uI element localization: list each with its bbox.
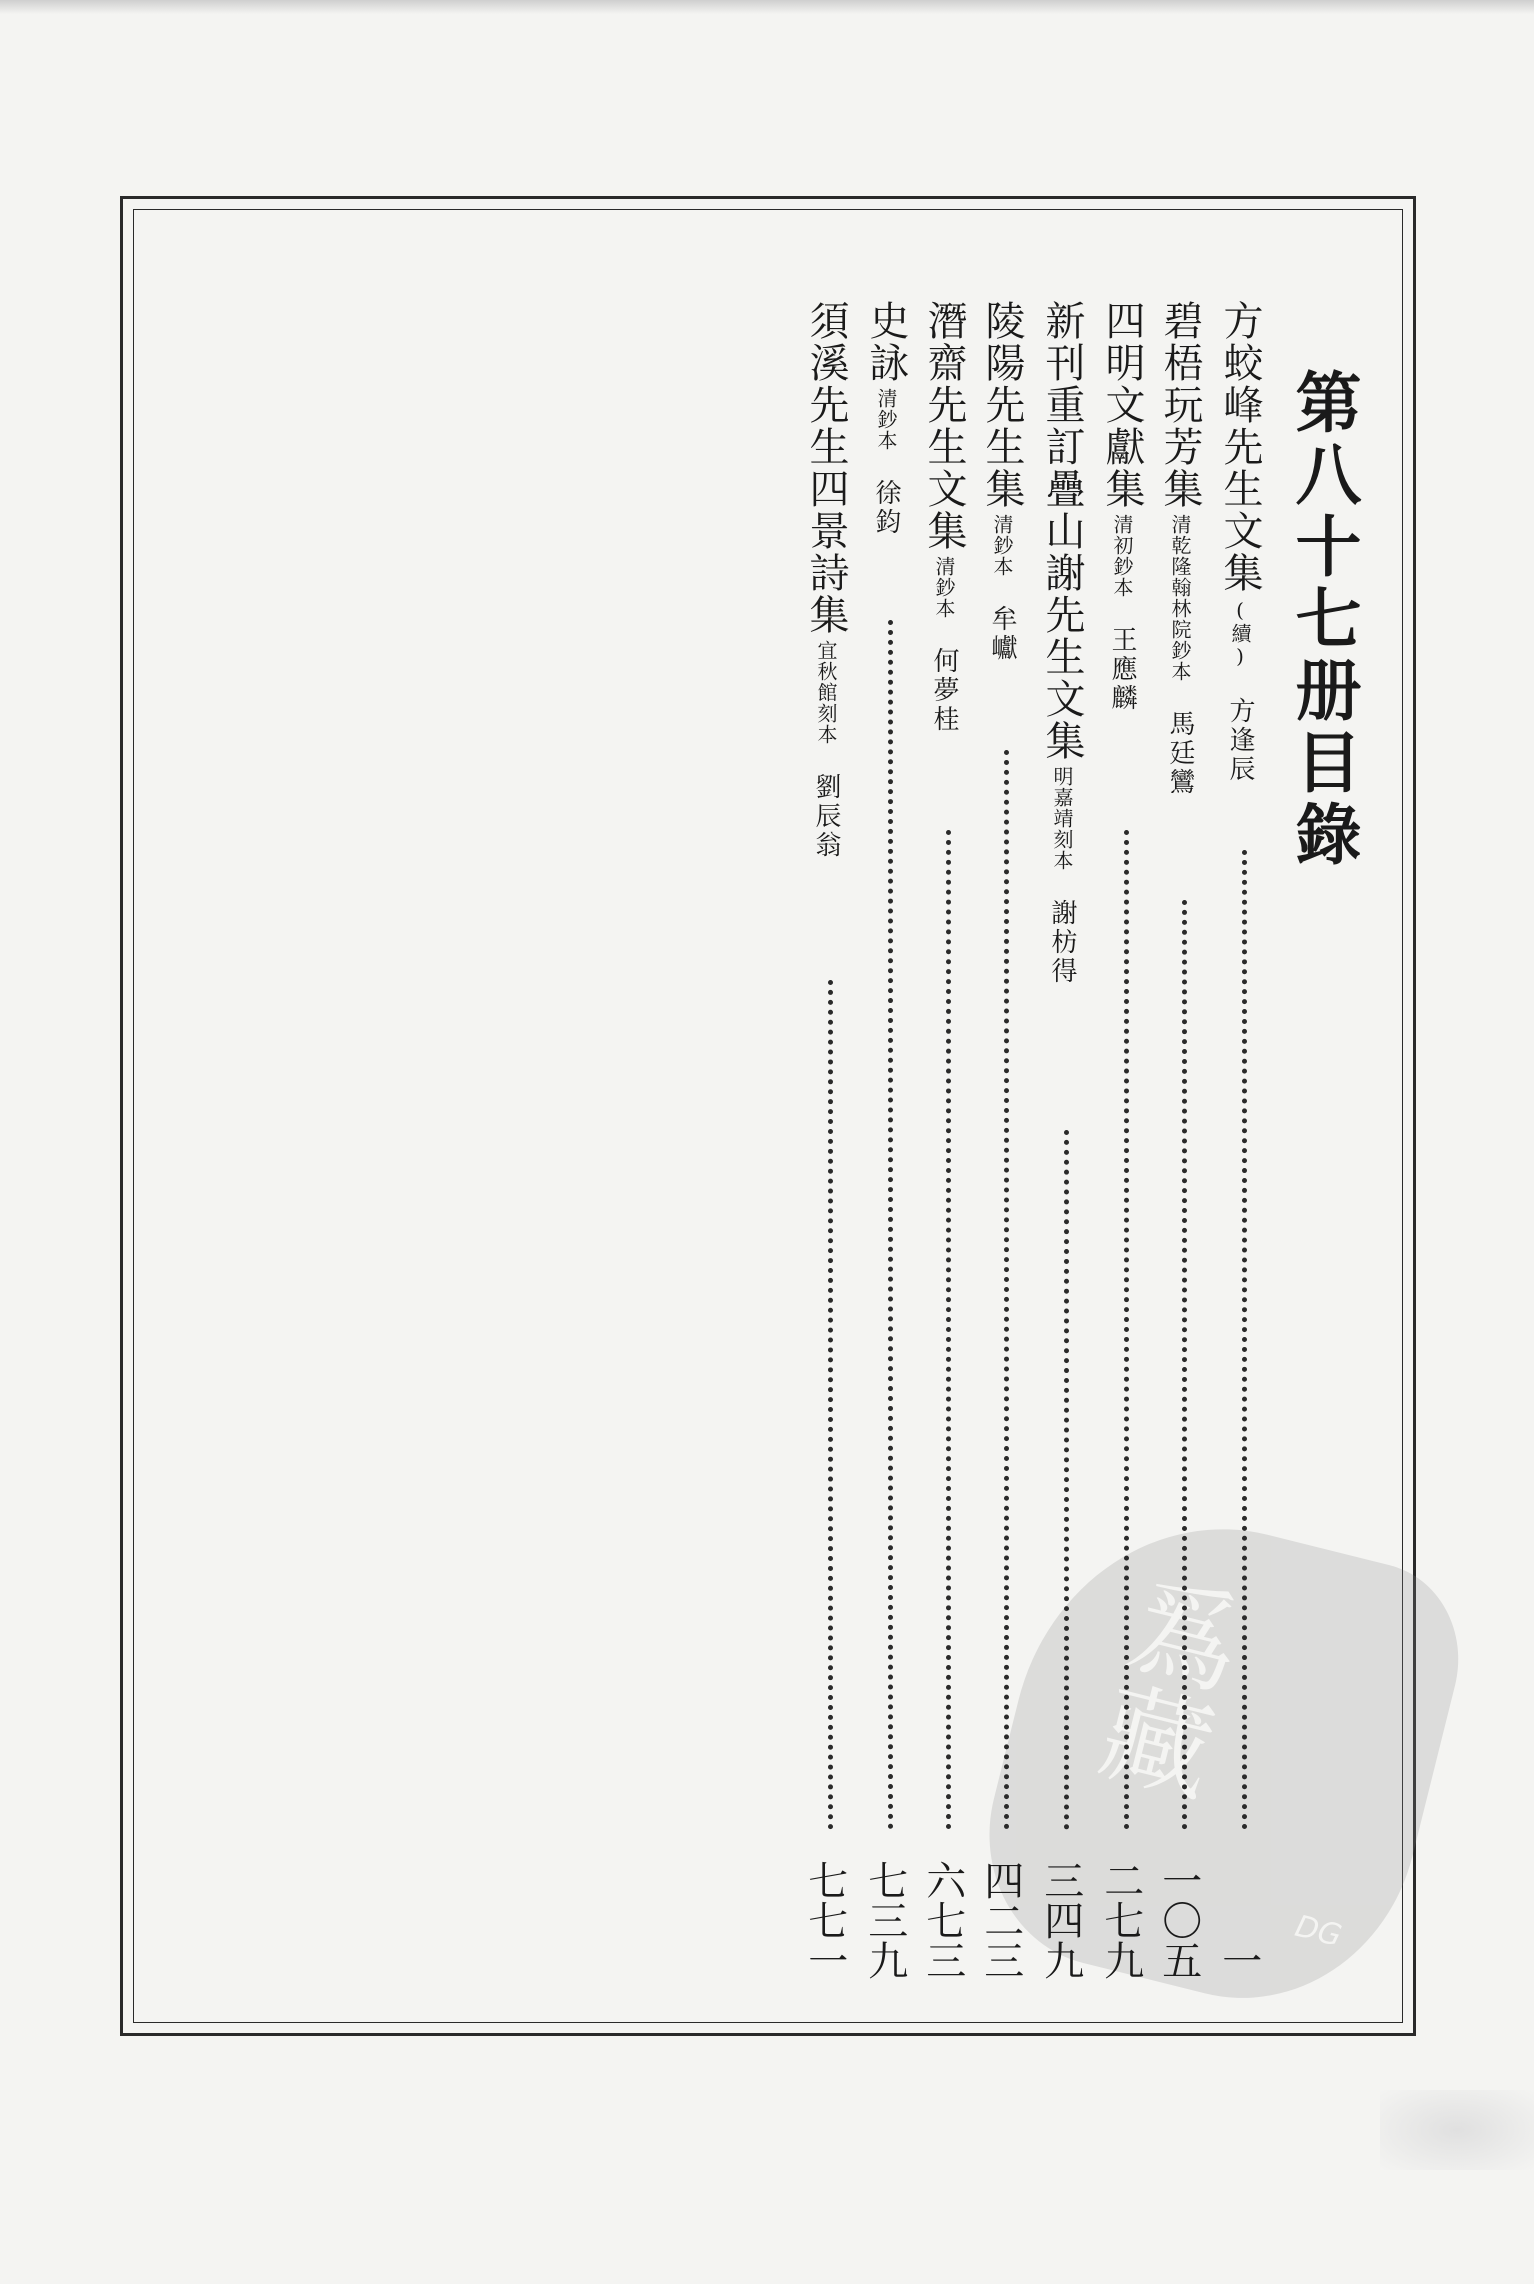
entry-page-number: 六七三 [919, 1860, 966, 1980]
scan-smudge [1380, 2090, 1534, 2170]
entry-author: 徐鈞 [871, 479, 901, 537]
entry-edition: 清鈔本 [990, 514, 1014, 577]
page-edge [0, 0, 1534, 14]
entry-title: 陵陽先生集 [979, 300, 1025, 510]
entry-page-number: 二七九 [1097, 1860, 1144, 1980]
entry-page-number: 一〇五 [1155, 1860, 1202, 1980]
entry-title: 碧梧玩芳集 [1157, 300, 1203, 510]
entry-author: 王應麟 [1107, 626, 1137, 713]
entry-page-number: 四二三 [977, 1860, 1024, 1980]
entry-title: 須溪先生四景詩集 [803, 300, 849, 636]
page-title: 第八十七册目錄 [1284, 368, 1362, 872]
entry-title: 四明文獻集 [1099, 300, 1145, 510]
toc-entry[interactable] [976, 300, 1040, 1980]
entry-author: 何夢桂 [929, 647, 959, 734]
dot-leader [888, 620, 893, 1830]
dot-leader [1064, 1130, 1069, 1830]
dot-leader [1242, 850, 1247, 1830]
toc-entry[interactable] [1096, 300, 1160, 1980]
entry-edition: 清乾隆翰林院鈔本 [1168, 514, 1192, 682]
toc-entry[interactable] [860, 300, 924, 1980]
entry-author: 劉辰翁 [811, 773, 841, 860]
dot-leader [1004, 750, 1009, 1830]
seal-mark: DG [1291, 1908, 1346, 1954]
dot-leader [1182, 900, 1187, 1830]
dot-leader [1124, 830, 1129, 1830]
toc-entry[interactable] [1214, 300, 1278, 1980]
entry-author: 謝枋得 [1047, 899, 1077, 986]
entry-author: 方逢辰 [1225, 697, 1255, 784]
toc-entry[interactable] [1036, 300, 1100, 1980]
entry-page-number: 七三九 [861, 1860, 908, 1980]
toc-entry[interactable] [1154, 300, 1218, 1980]
entry-page-number: 一 [1215, 1940, 1262, 1980]
seal-text: 𤔡藏 [1074, 1561, 1252, 1807]
entry-edition: 明嘉靖刻本 [1050, 766, 1074, 871]
entry-page-number: 七七一 [801, 1860, 848, 1980]
entry-edition: (續) [1228, 598, 1252, 669]
entry-edition: 清鈔本 [932, 556, 956, 619]
entry-title: 潛齋先生文集 [921, 300, 967, 552]
entry-author: 牟巘 [987, 605, 1017, 663]
entry-author: 馬廷鸞 [1165, 710, 1195, 797]
entry-title: 史詠 [863, 300, 909, 384]
toc-entry[interactable] [918, 300, 982, 1980]
entry-edition: 清鈔本 [874, 388, 898, 451]
dot-leader [946, 830, 951, 1830]
dot-leader [828, 980, 833, 1830]
entry-edition: 宜秋館刻本 [814, 640, 838, 745]
entry-edition: 清初鈔本 [1110, 514, 1134, 598]
entry-title: 方蛟峰先生文集 [1217, 300, 1263, 594]
toc-entry[interactable] [800, 300, 864, 1980]
entry-title: 新刊重訂疊山謝先生文集 [1039, 300, 1085, 762]
entry-page-number: 三四九 [1037, 1860, 1084, 1980]
